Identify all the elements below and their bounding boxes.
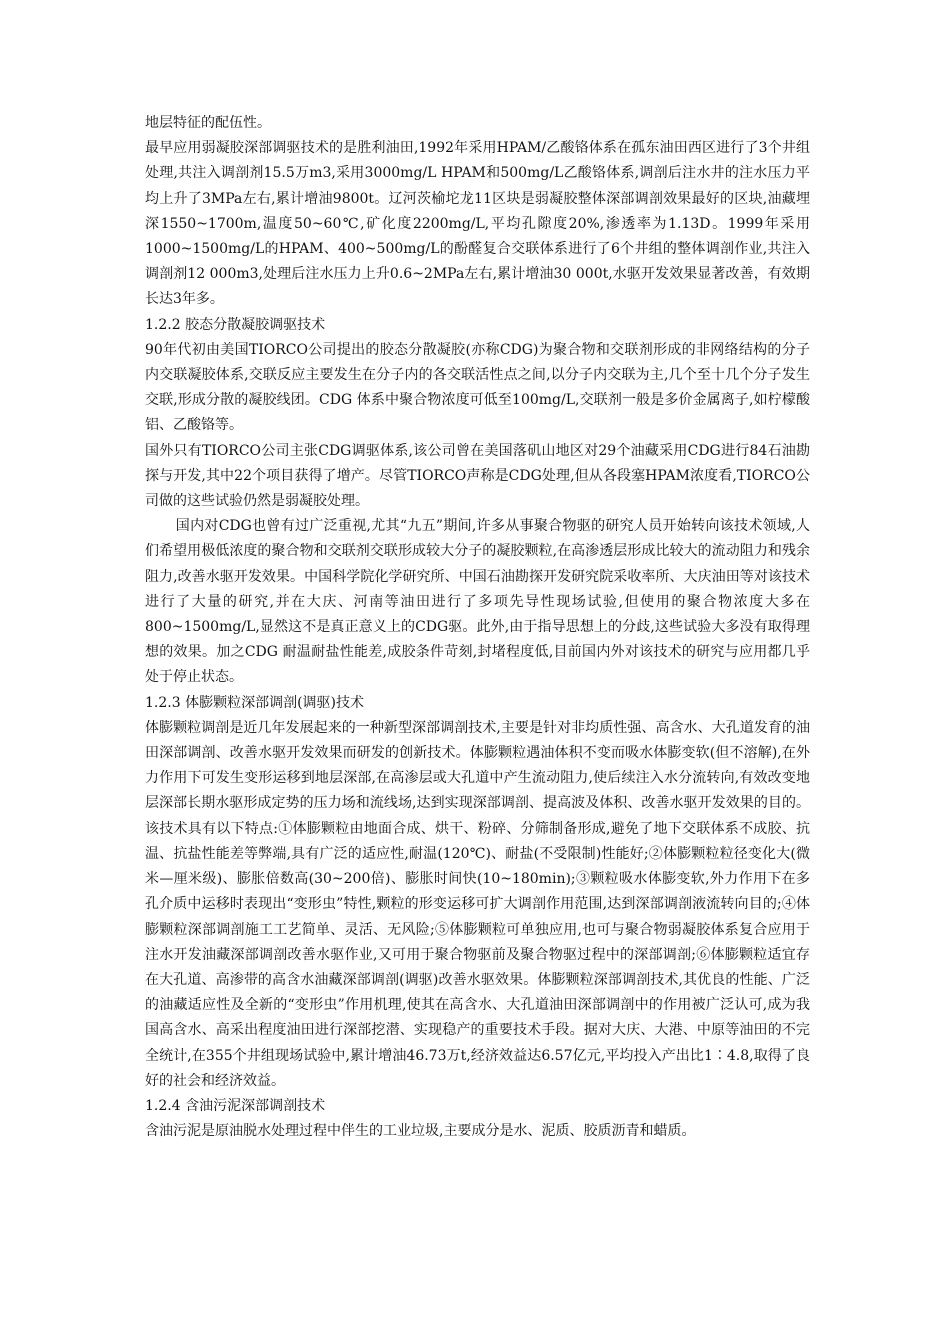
section-heading: 1.2.2 胶态分散凝胶调驱技术 bbox=[145, 316, 326, 333]
paragraph: 国外只有TIORCO公司主张CDG调驱体系,该公司曾在美国落矶山地区对29个油藏采用CDG进行84石油勘探与开发,其中22个项目获得了增产。尽管TIORCO声称是CDG处理,但从各段塞HPAM浓度看,TIORCO公司做的这些试验仍然是弱凝胶处理。 bbox=[145, 442, 810, 510]
section-heading: 1.2.3 体膨颗粒深部调剖(调驱)技术 bbox=[145, 694, 364, 711]
paragraph: 地层特征的配伍性。 bbox=[145, 115, 271, 131]
paragraph: 含油污泥是原油脱水处理过程中伴生的工业垃圾,主要成分是水、泥质、胶质沥青和蜡质。 bbox=[145, 1123, 696, 1140]
paragraph: 最早应用弱凝胶深部调驱技术的是胜利油田,1992年采用HPAM/乙酸铬体系在孤东油田西区进行了3个井组处理,共注入调剖剂15.5万m3,采用3000mg/L HPAM和500mg/L乙酸铬体系,调剖后注水井的注水压力平均上升了3MPa左右,累计增油9800t。辽河茨榆坨龙11区块是弱凝胶整体深部调剖效果最好的区块,油藏埋深1550~1700m,温度50~60℃,矿化度2200mg/L,平均孔隙度20%,渗透率为1.13D。1999年采用1000~1500mg/L的HPAM、400~500mg/L的酚醛复合交联体系进行了6个井组的整体调剖作业,共注入调剖剂12 000m3,处理后注水压力上升0.6~2MPa左右,累计增油30 000t,水驱开发效果显著改善，有效期长达3年多。 bbox=[145, 140, 810, 308]
paragraph: 90年代初由美国TIORCO公司提出的胶态分散凝胶(亦称CDG)为聚合物和交联剂形成的非网络结构的分子内交联凝胶体系,交联反应主要发生在分子内的各交联活性点之间,以分子内交联为主,几个至十几个分子发生交联,形成分散的凝胶线团。CDG 体系中聚合物浓度可低至100mg/L,交联剂一般是多价金属离子,如柠檬酸铝、乙酸铬等。 bbox=[145, 341, 810, 434]
paragraph: 国内对CDG也曾有过广泛重视,尤其“九五”期间,许多从事聚合物驱的研究人员开始转向该技术领域,人们希望用极低浓度的聚合物和交联剂交联形成较大分子的凝胶颗粒,在高渗透层形成比较大的流动阻力和残余阻力,改善水驱开发效果。中国科学院化学研究所、中国石油勘探开发研究院采收率所、大庆油田等对该技术进行了大量的研究,并在大庆、河南等油田进行了多项先导性现场试验,但使用的聚合物浓度大多在 800~1500mg/L,显然这不是真正意义上的CDG驱。此外,由于指导思想上的分歧,这些试验大多没有取得理想的效果。加之CDG 耐温耐盐性能差,成胶条件苛刻,封堵程度低,目前国内外对该技术的研究与应用都几乎处于停止状态。 bbox=[145, 518, 810, 686]
document-body bbox=[145, 111, 810, 1144]
paragraph: 体膨颗粒调剖是近几年发展起来的一种新型深部调剖技术,主要是针对非均质性强、高含水、大孔道发育的油田深部调剖、改善水驱开发效果而研发的创新技术。体膨颗粒遇油体积不变而吸水体膨变软(但不溶解),在外力作用下可发生变形运移到地层深部,在高渗层或大孔道中产生流动阻力,使后续注入水分流转向,有效改变地层深部长期水驱形成定势的压力场和流线场,达到实现深部调剖、提高波及体积、改善水驱开发效果的目的。该技术具有以下特点:①体膨颗粒由地面合成、烘干、粉碎、分筛制备形成,避免了地下交联体系不成胶、抗温、抗盐性能差等弊端,具有广泛的适应性,耐温(120℃)、耐盐(不受限制)性能好;②体膨颗粒粒径变化大(微米—厘米级)、膨胀倍数高(30~200倍)、膨胀时间快(10~180min);③颗粒吸水体膨变软,外力作用下在多孔介质中运移时表现出“变形虫”特性,颗粒的形变运移可扩大调剖作用范围,达到深部调剖液流转向目的;④体膨颗粒深部调剖施工工艺简单、灵活、无风险;⑤体膨颗粒可单独应用,也可与聚合物弱凝胶体系复合应用于注水开发油藏深部调剖改善水驱作业,又可用于聚合物驱前及聚合物驱过程中的深部调剖;⑥体膨颗粒适宜存在大孔道、高渗带的高含水油藏深部调剖(调驱)改善水驱效果。体膨颗粒深部调剖技术,其优良的性能、广泛的油藏适应性及全新的“变形虫”作用机理,使其在高含水、大孔道油田深部调剖中的作用被广泛认可,成为我国高含水、高采出程度油田进行深部挖潜、实现稳产的重要技术手段。据对大庆、大港、中原等油田的不完全统计,在355个井组现场试验中,累计增油46.73万t,经济效益达6.57亿元,平均投入产出比1∶4.8,取得了良好的社会和经济效益。 bbox=[145, 719, 810, 1089]
section-heading: 1.2.4 含油污泥深部调剖技术 bbox=[145, 1097, 326, 1114]
